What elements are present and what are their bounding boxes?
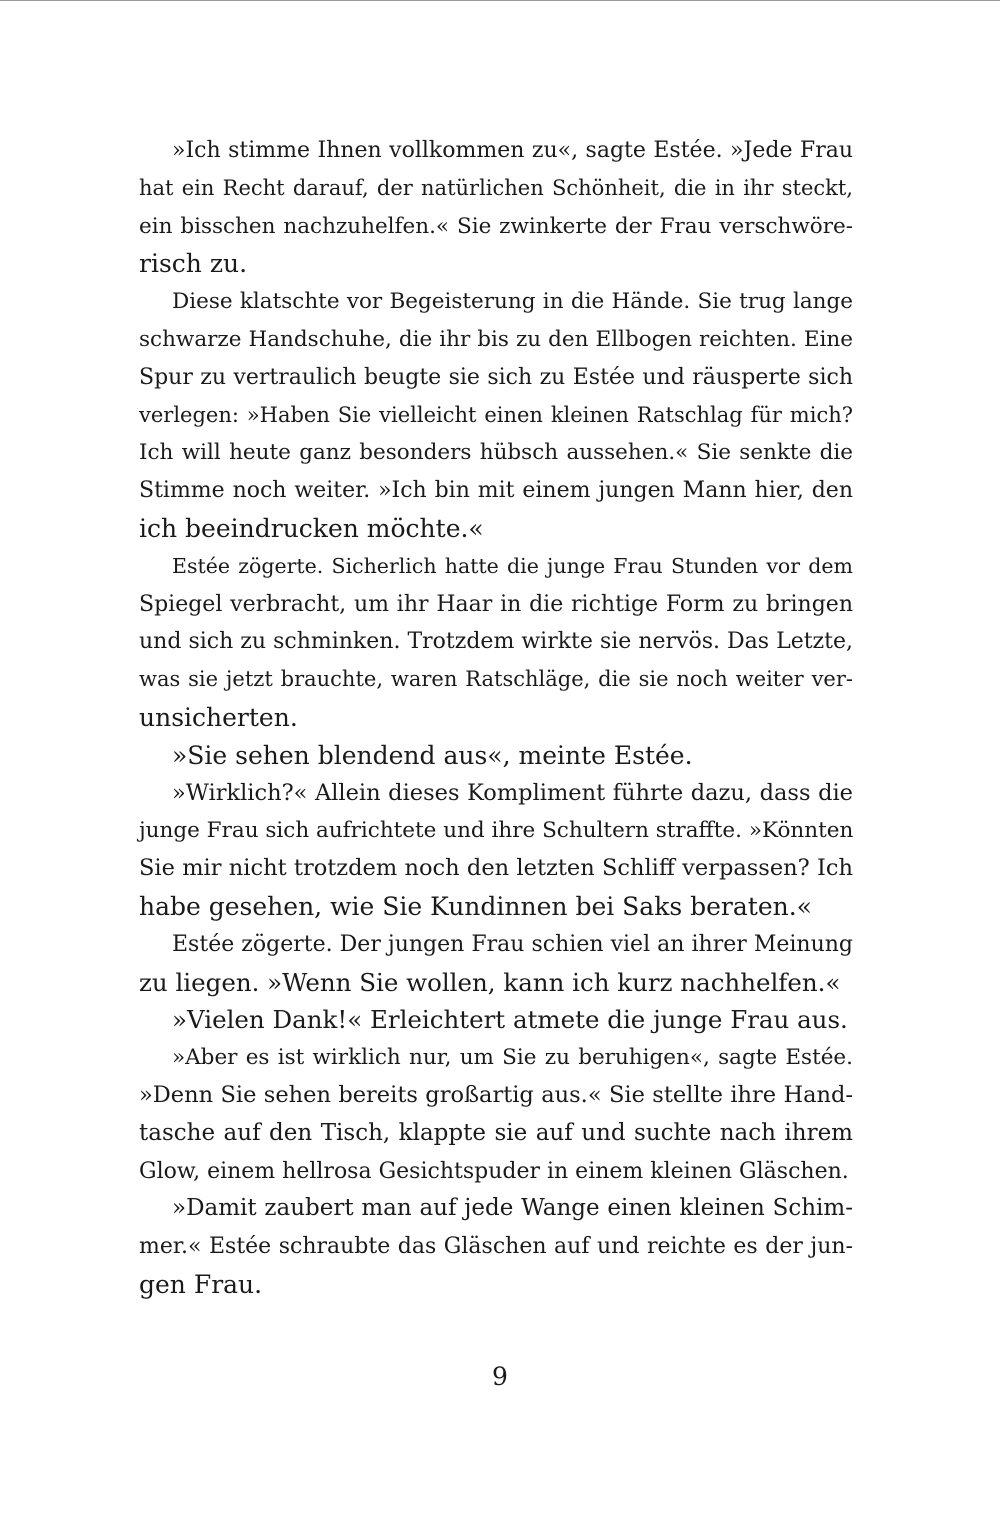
top-border-line — [0, 0, 1000, 1]
text-line: verlegen: »Haben Sie vielleicht einen kleinen Ratschlag für mich? — [139, 402, 853, 427]
text-line: Estée zögerte. Sicherlich hatte die junge Frau Stunden vor dem — [172, 553, 853, 578]
text-line: Glow, einem hellrosa Gesichtspuder in einem kleinen Gläschen. — [139, 1158, 849, 1184]
body-text — [139, 132, 853, 1304]
page-number: 9 — [492, 1362, 508, 1391]
text-line: »Ich stimme Ihnen vollkommen zu«, sagte Estée. »Jede Frau — [172, 138, 853, 163]
text-line: »Damit zaubert man auf jede Wange einen kleinen Schim- — [172, 1195, 853, 1222]
text-line: Sie mir nicht trotzdem noch den letzten Schliff verpassen? Ich — [139, 855, 853, 882]
text-line: tasche auf den Tisch, klappte sie auf und suchte nach ihrem — [139, 1119, 853, 1146]
text-line: risch zu. — [139, 249, 248, 279]
text-line: »Vielen Dank!« Erleichtert atmete die junge Frau aus. — [172, 1005, 848, 1035]
text-line: »Wirklich?« Allein dieses Kompliment führte dazu, dass die — [172, 779, 853, 806]
text-line: Estée zögerte. Der jungen Frau schien viel an ihrer Meinung — [172, 931, 853, 957]
text-line: zu liegen. »Wenn Sie wollen, kann ich kurz nachhelfen.« — [139, 967, 841, 997]
text-line: schwarze Handschuhe, die ihr bis zu den Ellbogen reichten. Eine — [139, 326, 853, 352]
text-line: junge Frau sich aufrichtete und ihre Schultern straffte. »Könnten — [139, 818, 854, 844]
text-line: gen Frau. — [139, 1269, 263, 1299]
text-line: ich beeindrucken möchte.« — [139, 513, 484, 543]
text-line: Ich will heute ganz besonders hübsch aussehen.« Sie senkte die — [139, 440, 853, 466]
text-line: »Denn Sie sehen bereits großartig aus.« Sie stellte ihre Hand- — [139, 1081, 853, 1108]
text-line: Diese klatschte vor Begeisterung in die Hände. Sie trug lange — [172, 289, 853, 315]
text-line: habe gesehen, wie Sie Kundinnen bei Saks beraten.« — [139, 891, 812, 921]
text-line: was sie jetzt brauchte, waren Ratschläge, die sie noch weiter ver- — [139, 667, 853, 692]
text-line: Spur zu vertraulich beugte sie sich zu Estée und räusperte sich — [139, 364, 853, 390]
text-line: unsicherten. — [139, 702, 298, 732]
text-line: ein bisschen nachzuhelfen.« Sie zwinkerte der Frau verschwöre- — [139, 213, 853, 239]
text-line: mer.« Estée schraubte das Gläschen auf und reichte es der jun- — [139, 1234, 853, 1260]
text-line: hat ein Recht darauf, der natürlichen Schönheit, die in ihr steckt, — [139, 175, 853, 200]
text-line: »Aber es ist wirklich nur, um Sie zu beruhigen«, sagte Estée. — [172, 1045, 853, 1071]
text-line: Stimme noch weiter. »Ich bin mit einem jungen Mann hier, den — [139, 478, 853, 504]
text-line: und sich zu schminken. Trotzdem wirkte sie nervös. Das Letzte, — [139, 629, 853, 655]
text-line: Spiegel verbracht, um ihr Haar in die richtige Form zu bringen — [139, 591, 853, 617]
text-line: »Sie sehen blendend aus«, meinte Estée. — [172, 740, 693, 770]
